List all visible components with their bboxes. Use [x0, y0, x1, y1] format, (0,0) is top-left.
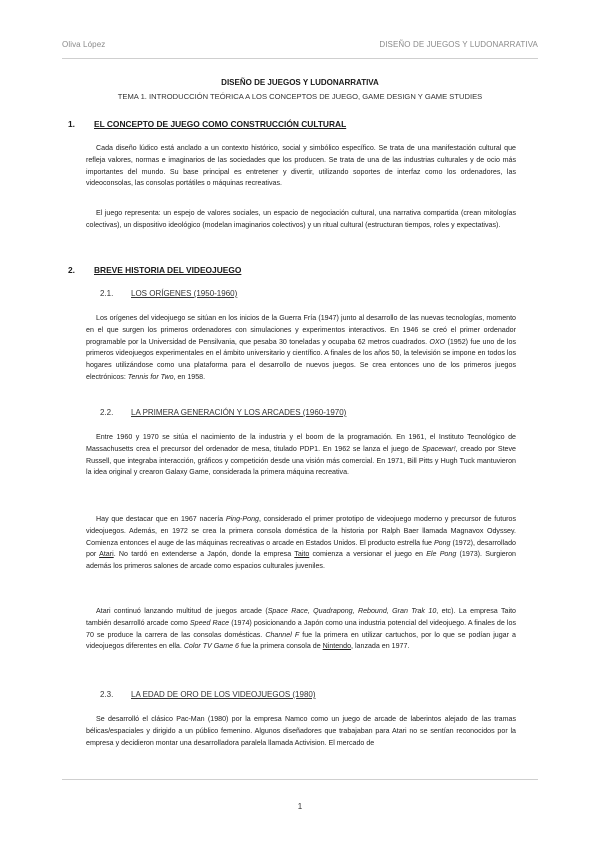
section-number: 2.	[68, 265, 75, 275]
section-heading-2	[68, 265, 241, 275]
subsection-heading-2-1	[100, 289, 237, 298]
paragraph	[86, 313, 516, 384]
game-title: Ping-Pong	[225, 515, 259, 523]
document-subtitle: TEMA 1. INTRODUCCIÓN TEÓRICA A LOS CONCEPTOS DE JUEGO, GAME DESIGN Y GAME STUDIES	[117, 92, 483, 101]
text-run: comienza a versionar el juego en	[309, 550, 427, 559]
game-title: Pong	[433, 538, 451, 547]
subsection-title: LOS ORÍGENES (1950-1960)	[131, 289, 238, 298]
header-doc-title: DISEÑO DE JUEGOS Y LUDONARRATIVA	[379, 40, 538, 49]
header-author: Oliva López	[62, 40, 106, 49]
paragraph	[86, 514, 516, 573]
subsection-title: LA PRIMERA GENERACIÓN Y LOS ARCADES (1960-1970)	[131, 408, 347, 417]
section-number: 1.	[68, 119, 75, 129]
paragraph: El juego representa: un espejo de valores sociales, un espacio de negociación cultural, una narrativa compartida (crean mitologías colectivas), un dispositivo ideológico (modelan imaginarios colectivos) y un ritual cultural (estructuran tiempos, roles y expectativas).	[86, 209, 516, 229]
page-number: 1	[297, 802, 303, 811]
text-run: Entre 1960 y 1970 se sitúa el nacimiento de la industria y el boom de la programación. En 1961, el Instituto Tecnológico de Massachusetts crea el precursor del ordenador de mesa, titulado PDP1. En 1962 se lanza el juego de	[86, 433, 516, 453]
text-run: (1952) fue uno de los primeros videojuegos experimentales en el ámbito universitario y científico. A finales de los años 50, la televisión se impone en todos los hogares utilizándose como una plataforma para el desarrollo de nuevos juegos. Se crea entonces uno de los primeros juegos electrónicos:	[86, 337, 516, 381]
subsection-heading-2-2	[100, 408, 346, 417]
game-title: Space Race, Quadrapong, Rebound, Gran Trak 10	[267, 607, 437, 615]
company-name: Taito	[294, 550, 310, 559]
paragraph	[86, 606, 516, 653]
text-run: , creado por Steve Russell, que integraba interacción, gráficos y competición desde una visión más comercial. En 1971, Bill Pitts y Hugh Tuck mantuvieron la idea original y crearon Galaxy Game, considerada la primera máquina recreativa.	[86, 444, 516, 477]
text-run: (1972), desarrollado por	[86, 538, 516, 559]
company-name: Atari	[99, 550, 114, 559]
paragraph	[86, 432, 516, 479]
text-run: , considerado el primer prototipo de videojuego moderno y precursor de futuros videojuegos. Además, en 1972 se crea la primera consola doméstica de la historia por Ralph Baer llamada Magnavox Odyssey. Comienza entonces el auge de las máquinas recreativas o arcade en Estados Unidos. El producto estrella fue	[86, 515, 516, 547]
text-run: Hay que destacar que en 1967 nacería	[96, 515, 226, 523]
console-name: Color TV Game 6	[183, 642, 240, 651]
text-run: Atari continuó lanzando multitud de juegos arcade (	[96, 607, 268, 615]
subsection-number: 2.2.	[100, 408, 114, 417]
text-run: (1973). Surgieron además los primeros salones de arcade como espacios culturales juveniles.	[86, 550, 516, 571]
text-run: Los orígenes del videojuego se sitúan en los inicios de la Guerra Fría (1947) junto al desarrollo de las nuevas tecnologías, momento en el que surgen los primeros ordenadores con simulaciones y experimentos interactivos. En 1946 se creó el primer ordenador programable por la Universidad de Pensilvania, que pesaba 30 toneladas y ocupaba 62 metros cuadrados.	[86, 314, 516, 346]
section-heading-1	[68, 119, 346, 129]
text-run: . No tardó en extenderse a Japón, donde la empresa	[113, 550, 295, 559]
company-name: Nintendo	[322, 642, 352, 651]
game-title: Tennis for Two	[127, 372, 174, 381]
text-run: , en 1958.	[173, 372, 206, 381]
game-title: Spacewar!	[422, 444, 456, 453]
text-run: fue la primera en utilizar cartuchos, por lo que se podían jugar a videojuegos diferentes en ella.	[86, 630, 516, 651]
game-title: Ele Pong	[426, 550, 457, 559]
footer-divider	[62, 779, 538, 780]
paragraph: Cada diseño lúdico está anclado a un contexto histórico, social y simbólico específico. Se trata de una manifestación cultural que refleja valores, normas e imaginarios de las sociedades que los producen. Se trata de una de las industrias culturales y de ocio más importantes del mundo. Su base principal es entretener y divertir, utilizando soportes de interfaz como los ordenadores, las videoconsolas, las consolas portátiles o máquinas recreativas.	[86, 144, 516, 188]
section-title: BREVE HISTORIA DEL VIDEOJUEGO	[94, 265, 242, 275]
game-title: Speed Race	[189, 618, 230, 627]
text-run: fue la primera consola de	[239, 642, 323, 651]
subsection-title: LA EDAD DE ORO DE LOS VIDEOJUEGOS (1980)	[131, 690, 316, 699]
section-title: EL CONCEPTO DE JUEGO COMO CONSTRUCCIÓN CULTURAL	[94, 119, 347, 129]
subsection-number: 2.3.	[100, 690, 114, 699]
text-run: , lanzada en 1977.	[351, 642, 410, 651]
game-title: OXO	[429, 337, 446, 346]
subsection-heading-2-3	[100, 690, 316, 699]
text-run: , etc). La empresa Taito también desarrolló arcade como	[86, 607, 516, 627]
header-divider	[62, 58, 538, 59]
document-title: DISEÑO DE JUEGOS Y LUDONARRATIVA	[221, 78, 379, 87]
paragraph: Se desarrolló el clásico Pac-Man (1980) por la empresa Namco como un juego de arcade de laberintos alejado de las tramas bélicas/espaciales y dirigido a un público femenino. Algunos diseñadores que trabajaban para Atari no se sentían reconocidos por la empresa y decidieron montar una desarrolladora paralela llamada Activision. El mercado de	[86, 715, 516, 747]
subsection-number: 2.1.	[100, 289, 114, 298]
text-run: (1974) posicionando a Japón como una industria potencial del videojuego. A finales de los 70 se produce la carrera de las consolas domésticas.	[86, 618, 516, 639]
console-name: Channel F	[265, 630, 300, 639]
